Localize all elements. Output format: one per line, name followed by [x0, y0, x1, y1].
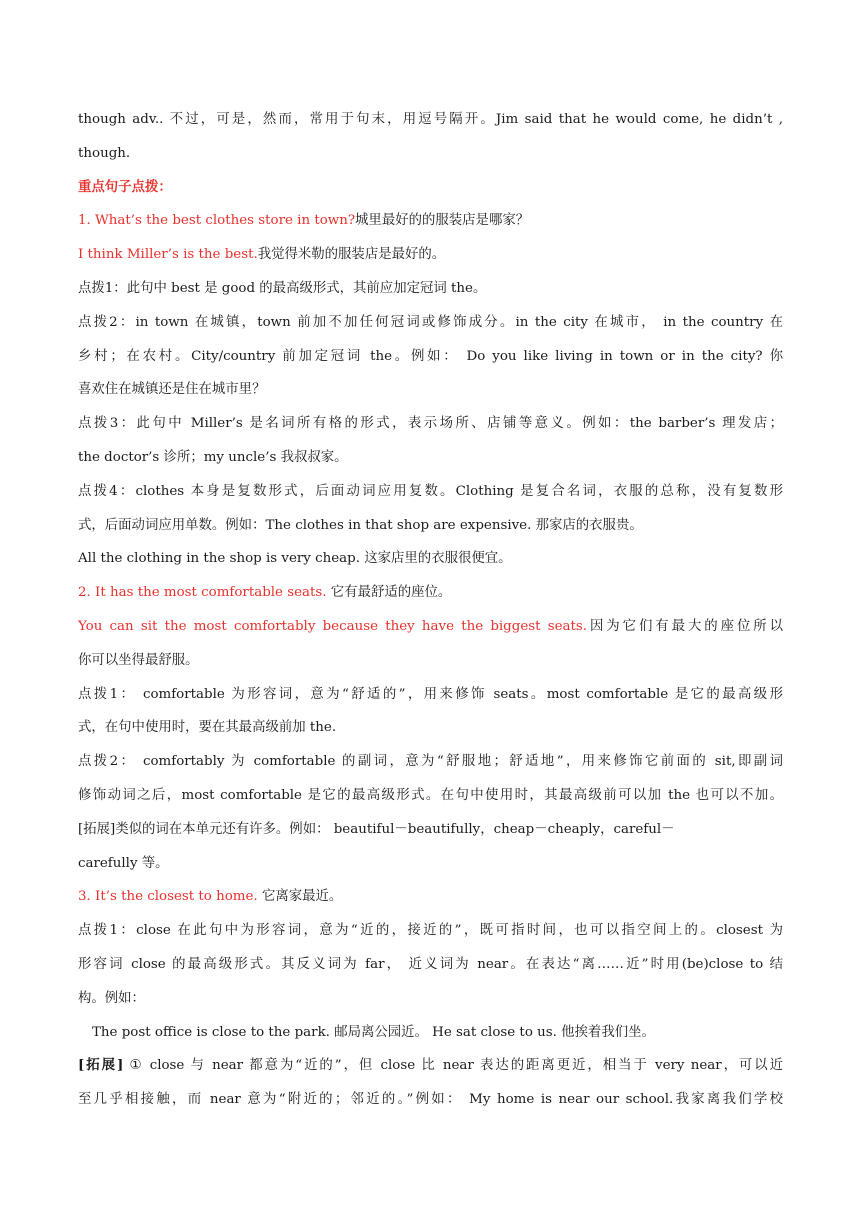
- text-line: [78, 238, 783, 272]
- text-line: [78, 948, 783, 982]
- text-line: [78, 1016, 783, 1050]
- text-line: [78, 745, 783, 779]
- text-run: 1. What’s the best clothes store in town?: [78, 213, 356, 229]
- text-run: 点拨3：此句中 Miller’s 是名词所有格的形式，表示场所、店铺等意义。例如：the barber’s 理发店；: [78, 416, 783, 432]
- text-line: [78, 509, 783, 543]
- text-line: [78, 272, 783, 306]
- section-heading: [78, 171, 783, 205]
- text-line: [78, 813, 783, 847]
- text-line: [78, 340, 783, 374]
- text-line: [78, 914, 783, 948]
- text-run: 修饰动词之后，most comfortable 是它的最高级形式。在句中使用时，其最高级前可以加 the 也可以不加。: [78, 787, 783, 803]
- text-run: 点拨2： comfortably 为 comfortable 的副词，意为“舒服地；舒适地”，用来修饰它前面的 sit,即副词: [78, 754, 783, 770]
- text-run: 因为它们有最大的座位所以: [587, 618, 784, 634]
- text-line: [78, 847, 783, 881]
- text-line: [78, 644, 783, 678]
- text-run: 它有最舒适的座位。: [326, 585, 452, 601]
- document-body: [78, 103, 783, 1117]
- text-line: [78, 880, 783, 914]
- text-line: [78, 373, 783, 407]
- text-run: 至几乎相接触，而 near 意为“附近的；邻近的。”例如： My home is near our school.我家离我们学校: [78, 1092, 783, 1108]
- text-run: 形容词 close 的最高级形式。其反义词为 far， 近义词为 near。在表达“离……近”时用(be)close to 结: [78, 956, 783, 972]
- text-run: the doctor’s 诊所；my uncle’s 我叔叔家。: [78, 449, 348, 465]
- text-run: The post office is close to the park. 邮局离公园近。 He sat close to us. 他挨着我们坐。: [92, 1024, 655, 1040]
- text-run: ① close 与 near 都意为“近的”，但 close 比 near 表达的距离更近，相当于 very near，可以近: [123, 1058, 784, 1074]
- text-line: [78, 711, 783, 745]
- text-run: 点拨1：此句中 best 是 good 的最高级形式，其前应加定冠词 the。: [78, 280, 487, 296]
- text-run: 它离家最近。: [257, 889, 343, 905]
- text-run: carefully 等。: [78, 855, 169, 871]
- text-line: [78, 204, 783, 238]
- text-line: [78, 576, 783, 610]
- text-line: [78, 678, 783, 712]
- text-run: 点拨1：close 在此句中为形容词，意为“近的，接近的”，既可指时间，也可以指空间上的。closest 为: [78, 923, 783, 939]
- text-run: 构。例如：: [78, 990, 145, 1006]
- text-run: 2. It has the most comfortable seats.: [78, 585, 327, 601]
- text-run: 乡村；在农村。City/country 前加定冠词 the。例如： Do you like living in town or in the city? 你: [78, 348, 783, 364]
- text-run: 式，在句中使用时，要在其最高级前加 the.: [78, 720, 337, 736]
- text-run: 喜欢住在城镇还是住在城市里？: [78, 382, 266, 398]
- text-run: though adv.. 不过，可是，然而，常用于句末，用逗号隔开。Jim said that he would come, he didn’t ,: [78, 112, 783, 127]
- text-run: 3. It’s the closest to home.: [78, 889, 258, 905]
- text-run: 我觉得米勒的服装店是最好的。: [257, 247, 446, 263]
- text-line: [78, 1083, 783, 1117]
- text-run: 点拨2：in town 在城镇，town 前加不加任何冠词或修饰成分。in the city 在城市， in the country 在: [78, 314, 783, 330]
- text-line: [78, 779, 783, 813]
- text-line: [78, 306, 783, 340]
- text-line: [78, 475, 783, 509]
- text-line: [78, 610, 783, 644]
- text-line: [78, 982, 783, 1016]
- text-line: [78, 407, 783, 441]
- text-line: [78, 542, 783, 576]
- text-run: 城里最好的的服装店是哪家？: [355, 213, 530, 229]
- text-line: [78, 1049, 783, 1083]
- text-line: [78, 441, 783, 475]
- text-run: 重点句子点拨：: [78, 178, 172, 195]
- text-run: 你可以坐得最舒服。: [78, 652, 199, 668]
- text-run: 点拨1： comfortable 为形容词，意为“舒适的”，用来修饰 seats。most comfortable 是它的最高级形: [78, 686, 783, 702]
- text-line: [78, 137, 783, 171]
- text-run: 点拨4：clothes 本身是复数形式，后面动词应用复数。Clothing 是复合名词，衣服的总称，没有复数形: [78, 483, 783, 499]
- text-run: All the clothing in the shop is very cheap. 这家店里的衣服很便宜。: [78, 551, 512, 567]
- text-run: You can sit the most comfortably because they have the biggest seats.: [78, 618, 587, 634]
- text-run: I think Miller’s is the best.: [78, 247, 258, 263]
- text-line: [78, 103, 783, 137]
- text-run: though.: [78, 145, 131, 161]
- text-run: 式，后面动词应用单数。例如：The clothes in that shop are expensive. 那家店的衣服贵。: [78, 517, 643, 533]
- text-run: [拓展]: [78, 1057, 124, 1074]
- text-run: [拓展]类似的词在本单元还有许多。例如： beautiful－beautifully，cheap－cheaply，careful－: [78, 821, 675, 837]
